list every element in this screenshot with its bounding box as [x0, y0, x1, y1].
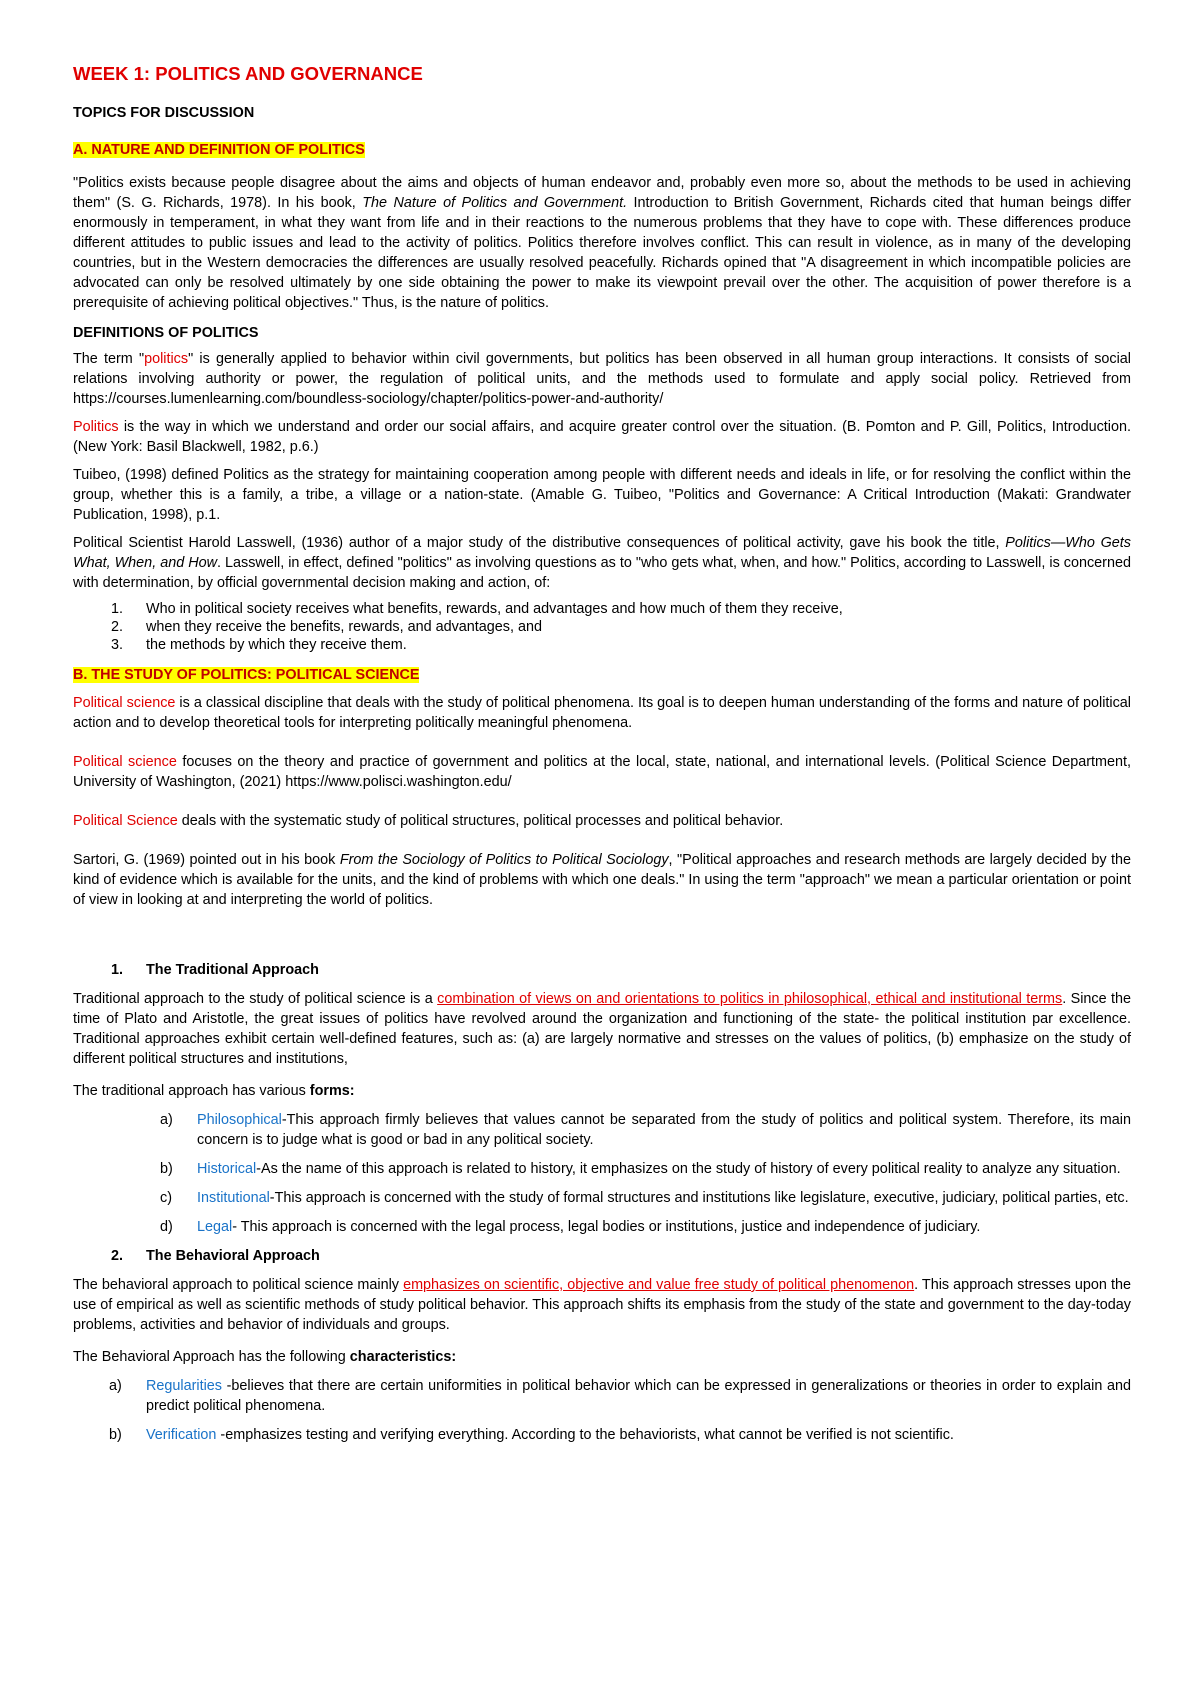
sartori-paragraph: Sartori, G. (1969) pointed out in his book From the Sociology of Politics to Political Sociology, "Political approaches and research methods are largely decided by the kind of evidence which is available for the units, and the kind of problems with which one deals." In using the term "approach" we mean a particular orientation or point of view in looking at and interpreting the world of politics.	[73, 852, 1131, 908]
behavioral-approach-heading: 2. The Behavioral Approach	[111, 1248, 320, 1264]
polisci-definition-3: Political Science deals with the systematic study of political structures, political processes and political behavior.	[73, 813, 784, 829]
list-item: c) Institutional-This approach is concerned with the study of formal structures and institutions like legislature, executive, judiciary, political parties, etc.	[160, 1190, 1129, 1206]
characteristics-list	[73, 1376, 1131, 1445]
nature-paragraph: "Politics exists because people disagree about the aims and objects of human endeavor and, probably even more so, about the methods to be used in achieving them" (S. G. Richards, 1978). In his book, The Nature of Politics and Government. Introduction to British Government, Richards cited that human beings differ enormously in temperament, in what they want from life and in their reactions to the numerous problems that they have to cope with. These differences produce different attitudes to public issues and lead to the activity of politics. Politics therefore involves conflict. This can result in violence, as in many of the developing countries, but in the Western democracies the differences are usually resolved peacefully. Richards opined that "A disagreement in which incompatible policies are advocated can only be resolved ultimately by one side obtaining the power to make its viewpoint prevail over the other. The acquisition of power therefore is a prerequisite of achieving political objectives." Thus, is the nature of politics.	[73, 175, 1131, 311]
behavioral-paragraph: The behavioral approach to political science mainly emphasizes on scientific, objective and value free study of political phenomenon. This approach stresses upon the use of empirical as well as scientific methods of study political behavior. This approach shifts its emphasis from the study of the state and government to the day-today problems, activities and behavior of individuals and groups.	[73, 1277, 1131, 1333]
topics-heading: TOPICS FOR DISCUSSION	[73, 105, 255, 121]
polisci-definition-1: Political science is a classical discipline that deals with the study of political phenomena. Its goal is to deepen human understanding of the forms and nature of political action and to develop theoretical tools for interpreting politically meaningful phenomena.	[73, 695, 1131, 731]
section-b-heading: B. THE STUDY OF POLITICS: POLITICAL SCIENCE	[73, 667, 420, 683]
characteristics-intro: The Behavioral Approach has the following characteristics:	[73, 1349, 457, 1365]
section-a-heading: A. NATURE AND DEFINITION OF POLITICS	[73, 142, 365, 158]
forms-list	[73, 1110, 1131, 1237]
definition-pomton: Politics is the way in which we understand and order our social affairs, and acquire greater control over the situation. (B. Pomton and P. Gill, Politics, Introduction. (New York: Basil Blackwell, 1982, p.6.)	[73, 419, 1131, 455]
lasswell-list	[73, 599, 1131, 655]
behavioral-link[interactable]: emphasizes on scientific, objective and value free study of political phenomenon	[403, 1277, 915, 1293]
polisci-definition-2: Political science focuses on the theory and practice of government and politics at the local, state, national, and international levels. (Political Science Department, University of Washington, (2021) https://www.polisci.washington.edu/	[73, 754, 1131, 790]
list-item: d) Legal- This approach is concerned with the legal process, legal bodies or institutions, justice and independence of judiciary.	[160, 1219, 981, 1235]
definition-tuibeo: Tuibeo, (1998) defined Politics as the strategy for maintaining cooperation among people with different needs and ideals in life, or for resolving the conflict within the group, whether this is a family, a tribe, a village or a nation-state. (Amable G. Tuibeo, "Politics and Governance: A Critical Introduction (Makati: Grandwater Publication, 1998), p.1.	[73, 467, 1131, 523]
list-item: 1. Who in political society receives what benefits, rewards, and advantages and how much of them they receive,	[111, 601, 843, 617]
definition-lumen: The term "politics" is generally applied to behavior within civil governments, but politics has been observed in all human group interactions. It consists of social relations involving authority or power, the regulation of political units, and the methods used to formulate and apply social policy. Retrieved from https://courses.lumenlearning.com/boundless-sociology/chapter/politics-power-and-authority/	[73, 351, 1131, 407]
list-item: b) Historical-As the name of this approach is related to history, it emphasizes on the study of history of every political reality to analyze any situation.	[160, 1161, 1121, 1177]
list-item: 2. when they receive the benefits, rewards, and advantages, and	[111, 619, 542, 635]
traditional-paragraph: Traditional approach to the study of political science is a combination of views on and orientations to politics in philosophical, ethical and institutional terms. Since the time of Plato and Aristotle, the great issues of politics have revolved around the organization and functioning of the state- the political institution par excellence. Traditional approaches exhibit certain well-defined features, such as: (a) are largely normative and stresses on the values of politics, (b) emphasize on the study of different political structures and institutions,	[73, 991, 1131, 1067]
document-page	[73, 62, 1131, 1454]
list-item: 3. the methods by which they receive them.	[111, 637, 407, 653]
definition-lasswell: Political Scientist Harold Lasswell, (1936) author of a major study of the distributive consequences of political activity, gave his book the title, Politics—Who Gets What, When, and How. Lasswell, in effect, defined "politics" as involving questions as to "who gets what, when, and how." Politics, according to Lasswell, is concerned with determination, by official governmental decision making and action, of:	[73, 535, 1131, 591]
list-item: a) Regularities -believes that there are certain uniformities in political behavior which can be expressed in generalizations or theories in order to explain and predict political phenomena.	[109, 1378, 1131, 1414]
definitions-heading: DEFINITIONS OF POLITICS	[73, 325, 259, 341]
page-title: WEEK 1: POLITICS AND GOVERNANCE	[73, 63, 423, 84]
traditional-approach-heading: 1. The Traditional Approach	[111, 962, 319, 978]
list-item: a) Philosophical-This approach firmly believes that values cannot be separated from the study of politics and political system. Therefore, its main concern is to judge what is good or bad in any political society.	[160, 1112, 1131, 1148]
traditional-link[interactable]: combination of views on and orientations to politics in philosophical, ethical and institutional terms	[437, 991, 1063, 1007]
list-item: b) Verification -emphasizes testing and verifying everything. According to the behaviorists, what cannot be verified is not scientific.	[109, 1427, 954, 1443]
forms-intro: The traditional approach has various forms:	[73, 1083, 355, 1099]
